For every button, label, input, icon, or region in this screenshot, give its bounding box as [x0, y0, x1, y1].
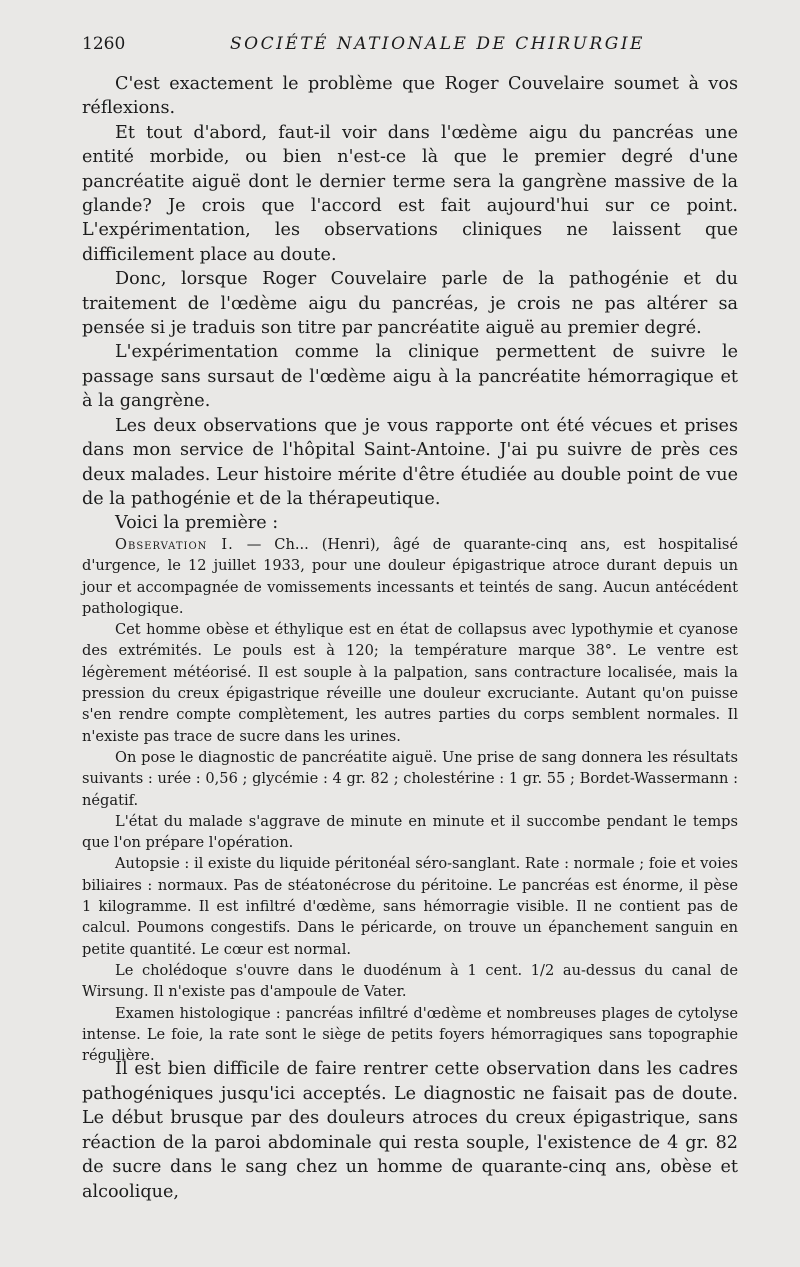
observation-paragraph: Cet homme obèse et éthylique est en état de collapsus avec lypothymie et cyanose des extrémités. Le pouls est à 120; la température marque 38°. Le ventre est légèrement météorisé. Il est souple à la palpation, sans contracture localisée, mais la pression du creux épigastrique réveille une douleur excruciante. Autant qu'on puisse s'en rendre compte complètement, les autres parties du corps semblent normales. Il n'existe pas trace de sucre dans les urines.: [82, 621, 738, 745]
paragraph: C'est exactement le problème que Roger Couvelaire soumet à vos réflexions.: [82, 74, 738, 119]
observation-intro-text: — Ch... (Henri), âgé de quarante-cinq ans, est hospitalisé d'urgence, le 12 juillet 1933, pour une douleur épigastrique atroce durant depuis un jour et accompagnée de vomissements incessants et teintés de sang. Aucun antécédent pathologique.: [82, 536, 738, 617]
running-title: SOCIÉTÉ NATIONALE DE CHIRURGIE: [230, 34, 645, 54]
paragraph: L'expérimentation comme la clinique permettent de suivre le passage sans sursaut de l'œdème aigu à la pancréatite hémorragique et à la gangrène.: [82, 342, 738, 412]
paragraph: Il est bien difficile de faire rentrer cette observation dans les cadres pathogéniques jusqu'ici acceptés. Le diagnostic ne faisait pas de doute. Le début brusque par des douleurs atroces du creux épigastrique, sans réaction de la paroi abdominale qui resta souple, l'existence de 4 gr. 82 de sucre dans le sang chez un homme de quarante-cinq ans, obèse et alcoolique,: [82, 1059, 738, 1202]
paragraph: Et tout d'abord, faut-il voir dans l'œdème aigu du pancréas une entité morbide, ou bien n'est-ce là que le premier degré d'une pancréatite aiguë dont le dernier terme sera la gangrène massive de la glande? Je crois que l'accord est fait aujourd'hui sur ce point. L'expérimentation, les observations cliniques ne laissent que difficilement place au doute.: [82, 122, 738, 265]
paragraph: Donc, lorsque Roger Couvelaire parle de la pathogénie et du traitement de l'œdème aigu du pancréas, je crois ne pas altérer sa pensée si je traduis son titre par pancréatite aiguë au premier degré.: [82, 269, 738, 339]
paragraph: Les deux observations que je vous rapporte ont été vécues et prises dans mon service de l'hôpital Saint-Antoine. J'ai pu suivre de près ces deux malades. Leur histoire mérite d'être étudiée au double point de vue de la pathogénie et de la thérapeutique.: [82, 415, 738, 509]
observation-intro: [82, 534, 738, 619]
observation-heading: Observation I.: [115, 536, 234, 553]
observation-paragraph: On pose le diagnostic de pancréatite aiguë. Une prise de sang donnera les résultats suivants : urée : 0,56 ; glycémie : 4 gr. 82 ; cholestérine : 1 gr. 55 ; Bordet-Wassermann : négatif.: [82, 748, 738, 809]
page-number: 1260: [82, 34, 126, 54]
observation-paragraph: Le cholédoque s'ouvre dans le duodénum à 1 cent. 1/2 au-dessus du canal de Wirsung. Il n'existe pas d'ampoule de Vater.: [82, 961, 738, 1001]
body-text-bottom: [82, 1057, 738, 1205]
observation-paragraph: Autopsie : il existe du liquide péritonéal séro-sanglant. Rate : normale ; foie et voies biliaires : normaux. Pas de stéatonécrose du péritoine. Le pancréas est énorme, il pèse 1 kilogramme. Il est infiltré d'œdème, sans hémorragie visible. Il ne contient pas de calcul. Poumons congestifs. Dans le péricarde, on trouve un épanchement sanguin en petite quantité. Le cœur est normal.: [82, 855, 738, 958]
page-header: [82, 34, 738, 58]
body-text-top: [82, 72, 738, 536]
observation-paragraph: L'état du malade s'aggrave de minute en minute et il succombe pendant le temps que l'on prépare l'opération.: [82, 812, 738, 852]
observation-block: [82, 534, 738, 1066]
paragraph: Voici la première :: [115, 513, 279, 534]
observation-paragraph: Examen histologique : pancréas infiltré d'œdème et nombreuses plages de cytolyse intense. Le foie, la rate sont le siège de petits foyers hémorragiques sans topographie régulière.: [82, 1004, 738, 1065]
